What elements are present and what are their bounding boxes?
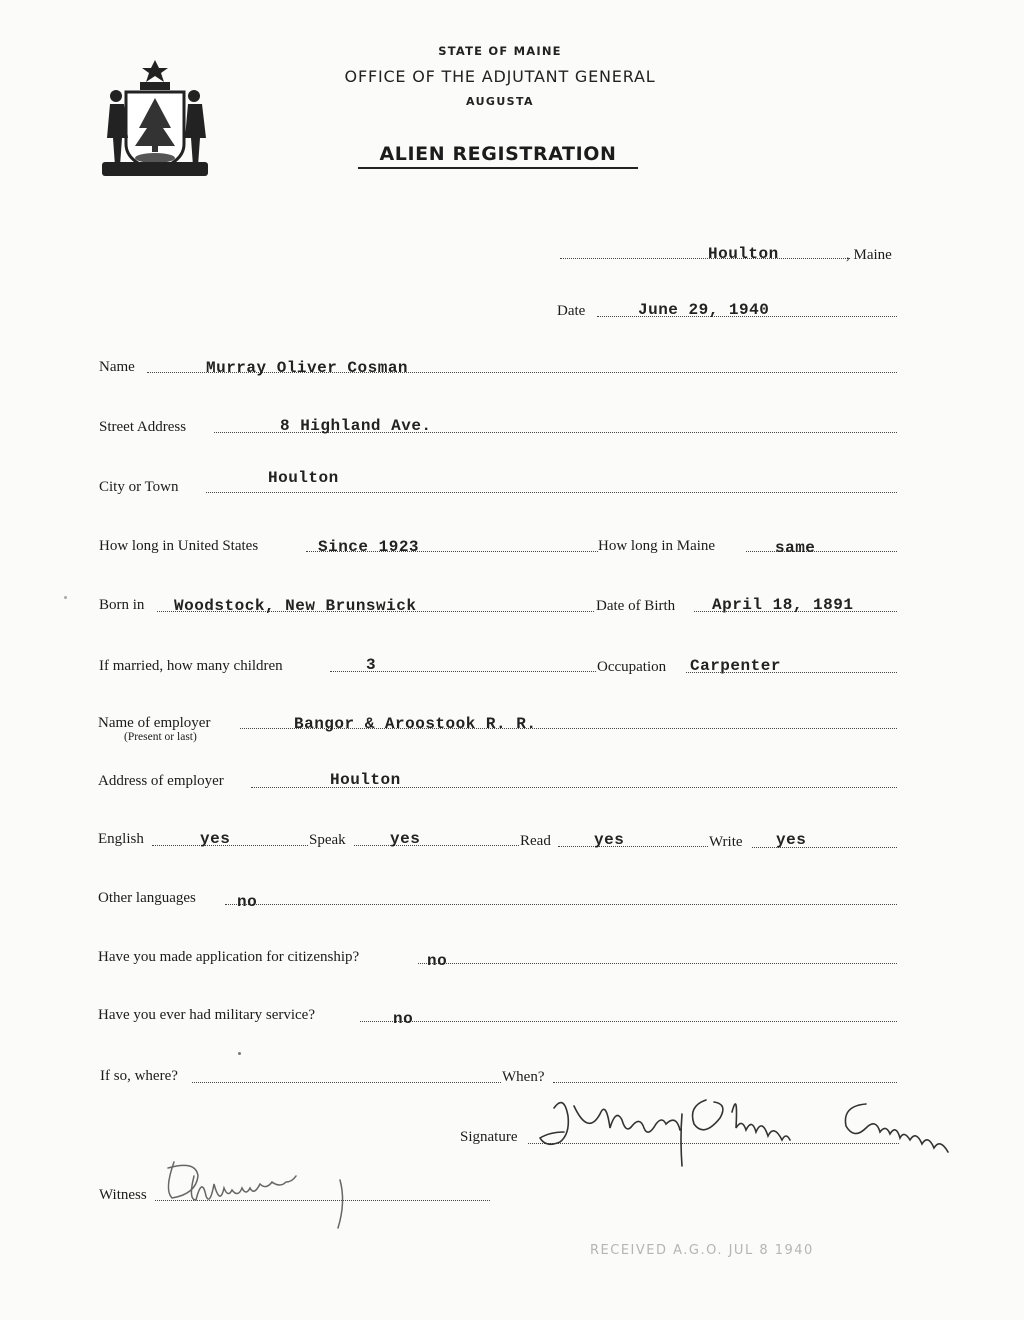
employer-address-value: Houlton xyxy=(330,771,401,789)
employer-address-label: Address of employer xyxy=(98,773,224,789)
where-line xyxy=(192,1082,501,1083)
city-label: City or Town xyxy=(99,479,179,495)
born-in-label: Born in xyxy=(99,597,145,613)
date-label: Date xyxy=(557,303,586,319)
name-value: Murray Oliver Cosman xyxy=(206,359,409,377)
citizenship-line xyxy=(418,963,897,964)
how-long-maine-label: How long in Maine xyxy=(598,538,716,554)
born-in-value: Woodstock, New Brunswick xyxy=(174,597,417,615)
dob-value: April 18, 1891 xyxy=(712,596,854,614)
form-title: ALIEN REGISTRATION xyxy=(358,143,638,169)
read-label: Read xyxy=(520,833,551,849)
military-value: no xyxy=(393,1010,414,1028)
military-line xyxy=(360,1021,897,1022)
applicant-signature xyxy=(536,1086,996,1170)
city-heading: AUGUSTA xyxy=(466,95,534,108)
occupation-value: Carpenter xyxy=(690,657,781,675)
write-label: Write xyxy=(709,834,743,850)
read-line xyxy=(558,846,708,847)
city-line xyxy=(206,492,897,493)
signature-label: Signature xyxy=(460,1129,518,1145)
occupation-label: Occupation xyxy=(597,659,667,675)
employer-label: Name of employer xyxy=(98,715,211,731)
how-long-us-value: Since 1923 xyxy=(318,538,420,556)
dob-label: Date of Birth xyxy=(596,598,676,614)
place-suffix: , Maine xyxy=(846,247,892,263)
where-label: If so, where? xyxy=(100,1068,178,1084)
citizenship-label: Have you made application for citizenship? xyxy=(98,949,360,965)
english-value: yes xyxy=(200,830,231,848)
english-label: English xyxy=(98,831,144,847)
place-line xyxy=(560,258,850,259)
when-line xyxy=(553,1082,897,1083)
city-value: Houlton xyxy=(268,469,339,487)
when-label: When? xyxy=(502,1069,545,1085)
how-long-maine-value: same xyxy=(775,539,816,557)
speak-value: yes xyxy=(390,830,421,848)
place-value: Houlton xyxy=(708,245,779,263)
witness-signature xyxy=(150,1150,380,1234)
write-line xyxy=(752,847,897,848)
children-value: 3 xyxy=(366,656,377,674)
children-label: If married, how many children xyxy=(99,658,283,674)
witness-label: Witness xyxy=(99,1187,147,1203)
name-label: Name xyxy=(99,359,135,375)
date-value: June 29, 1940 xyxy=(638,301,770,319)
how-long-us-label: How long in United States xyxy=(99,538,259,554)
write-value: yes xyxy=(776,831,807,849)
how-long-maine-line xyxy=(746,551,897,552)
street-value: 8 Highland Ave. xyxy=(280,417,432,435)
other-languages-label: Other languages xyxy=(98,890,196,906)
speak-line xyxy=(354,845,519,846)
office-heading: OFFICE OF THE ADJUTANT GENERAL xyxy=(344,67,656,86)
paper-speck xyxy=(238,1052,241,1055)
state-heading: STATE OF MAINE xyxy=(438,44,562,58)
received-stamp: RECEIVED A.G.O. JUL 8 1940 xyxy=(590,1243,814,1258)
citizenship-value: no xyxy=(427,952,448,970)
employer-sublabel: (Present or last) xyxy=(124,731,197,743)
other-languages-value: no xyxy=(237,893,258,911)
speak-label: Speak xyxy=(309,832,346,848)
military-label: Have you ever had military service? xyxy=(98,1007,315,1023)
employer-value: Bangor & Aroostook R. R. xyxy=(294,715,537,733)
street-label: Street Address xyxy=(99,419,187,435)
other-languages-line xyxy=(225,904,897,905)
paper-speck xyxy=(64,596,67,599)
read-value: yes xyxy=(594,831,625,849)
